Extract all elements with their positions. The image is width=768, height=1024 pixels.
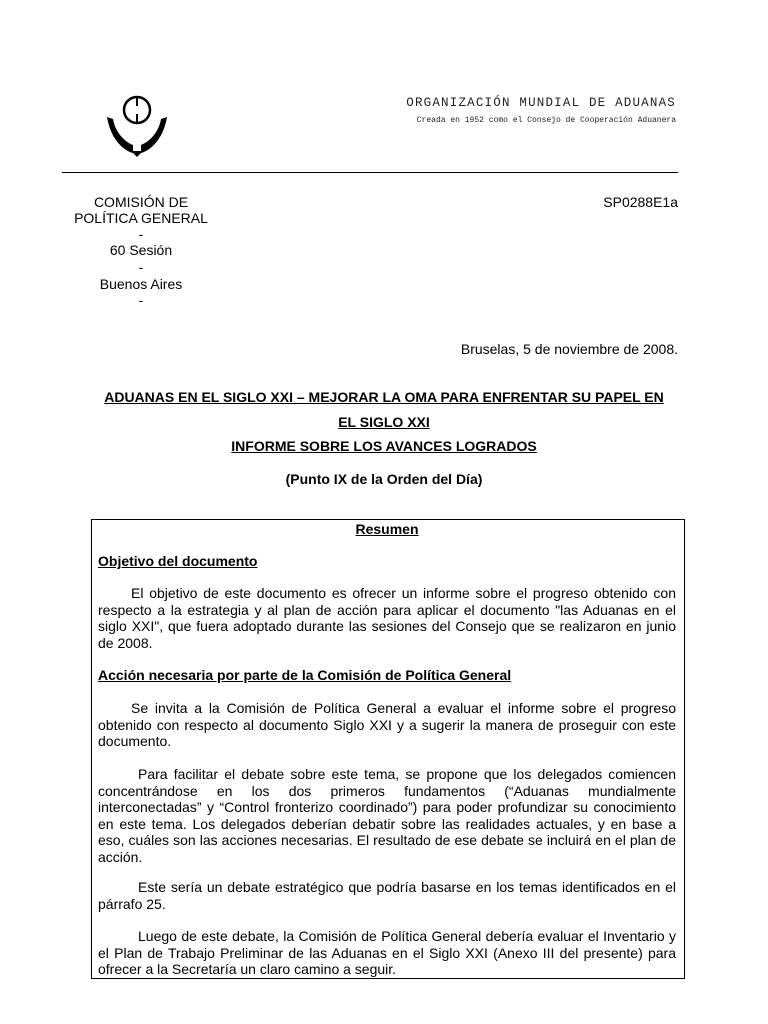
separator-dash: -: [138, 226, 144, 242]
organization-name: ORGANIZACIÓN MUNDIAL DE ADUANAS: [406, 96, 676, 110]
wco-logo-icon: [103, 93, 171, 157]
action-paragraph-1: Se invita a la Comisión de Política General a evaluar el informe sobre el progreso obtenido con respecto al documento Siglo XXI y a sugerir la manera de proseguir con este documento.: [98, 700, 676, 749]
objective-paragraph: El objetivo de este documento es ofrecer un informe sobre el progreso obtenido con respecto a la estrategia y al plan de acción para aplicar el documento "las Aduanas en el siglo XXI", que fuera adoptado durante las sesiones del Consejo que se realizaron en junio de 2008.: [98, 585, 676, 651]
action-paragraph-2: Para facilitar el debate sobre este tema, se propone que los delegados comiencen concentrándose en los dos primeros fundamentos (“Aduanas mundialmente interconectadas” y “Control fronterizo coordinado”) para poder profundizar su conocimiento en este tema. Los delegados deberían debatir sobre las realidades actuales, y en base a eso, cuáles son las acciones necesarias. El resultado de ese debate se incluirá en el plan de acción.: [98, 766, 676, 865]
summary-heading: Resumen: [355, 521, 419, 537]
action-heading: Acción necesaria por parte de la Comisión de Política General: [98, 667, 512, 683]
separator-dash: -: [138, 259, 144, 275]
document-title-line1: ADUANAS EN EL SIGLO XXI – MEJORAR LA OMA PARA ENFRENTAR SU PAPEL EN: [104, 389, 664, 405]
committee-line2: POLÍTICA GENERAL: [74, 210, 208, 226]
committee-line1: COMISIÓN DE: [93, 194, 189, 210]
organization-subtitle: Creada en 1952 como el Consejo de Cooperación Aduanera: [416, 116, 676, 125]
document-date: Bruselas, 5 de noviembre de 2008.: [460, 341, 678, 357]
document-title-line2: EL SIGLO XXI: [338, 414, 430, 430]
document-reference: SP0288E1a: [603, 194, 678, 210]
session-location: Buenos Aires: [99, 276, 183, 292]
agenda-item: (Punto IX de la Orden del Día): [285, 471, 483, 487]
document-title-line3: INFORME SOBRE LOS AVANCES LOGRADOS: [231, 438, 537, 454]
session-number: 60 Sesión: [109, 242, 173, 258]
header-divider: [62, 172, 678, 173]
action-paragraph-3: Este sería un debate estratégico que podría basarse en los temas identificados en el párrafo 25.: [98, 879, 676, 912]
objective-heading: Objetivo del documento: [98, 553, 258, 569]
action-paragraph-4: Luego de este debate, la Comisión de Política General debería evaluar el Inventario y el Plan de Trabajo Preliminar de las Aduanas en el Siglo XXI (Anexo III del presente) para ofrecer a la Secretaría un claro camino a seguir.: [98, 928, 676, 977]
separator-dash: -: [138, 292, 144, 308]
